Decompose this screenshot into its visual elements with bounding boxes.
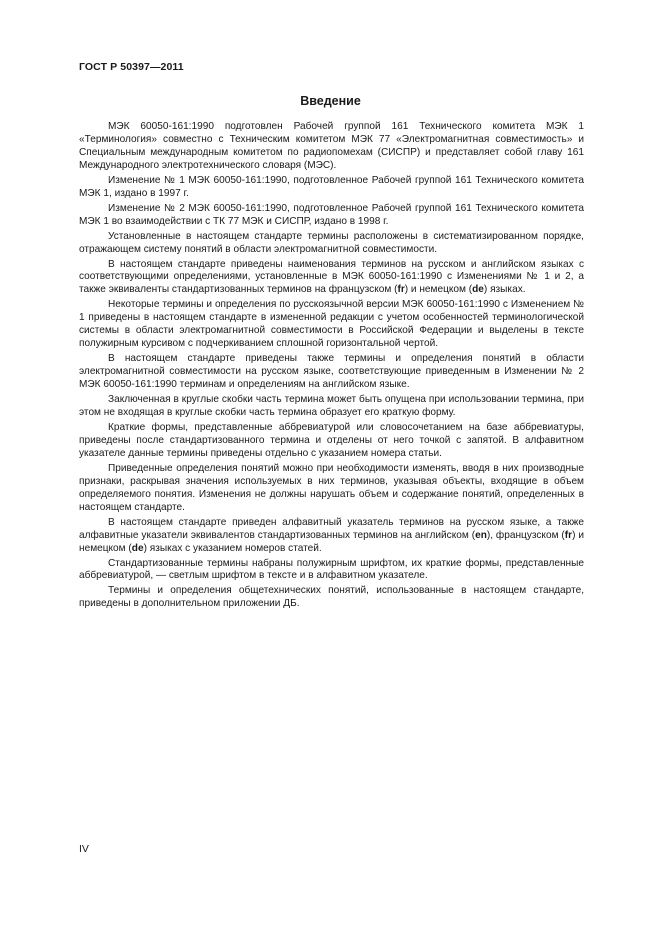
paragraph-text: ), французском ( (486, 529, 565, 541)
paragraph: Заключенная в круглые скобки часть термина может быть опущена при использовании термина, при этом не входящая в круглые скобки часть термина образует его краткую форму. (79, 394, 584, 419)
paragraph: МЭК 60050-161:1990 подготовлен Рабочей группой 161 Технического комитета МЭК 1 «Терминология» совместно с Техническим комитетом МЭК 77 «Электромагнитная совместимость» и Специальным международным комитетом по радиопомехам (СИСПР) и представляет собой главу 161 Международного электротехнического словаря (МЭС). (79, 121, 584, 171)
paragraph: Приведенные определения понятий можно при необходимости изменять, вводя в них производные признаки, раскрывая значения используемых в них терминов, указывая объекты, входящие в объем определяемого понятия. Изменения не должны нарушать объем и содержание понятий, определенных в настоящем стандарте. (79, 462, 584, 513)
language-code: fr (397, 284, 405, 296)
paragraph-text: ) и немецком ( (79, 529, 585, 554)
paragraph: Установленные в настоящем стандарте термины расположены в систематизированном порядке, отражающем систему понятий в области электромагнитной совместимости. (79, 230, 584, 255)
paragraph-text: В настоящем стандарте приведены наименования терминов на русском и английском языках с соответствующими определениями, установленные в МЭК 60050-161:1990 с Изменениями № 1 и 2, а также эквиваленты стандартизованных терминов на французском ( (79, 258, 584, 296)
paragraph: Изменение № 1 МЭК 60050-161:1990, подготовленное Рабочей группой 161 Технического комитета МЭК 1, издано в 1997 г. (79, 174, 584, 199)
language-code: de (131, 542, 144, 554)
paragraph: Изменение № 2 МЭК 60050-161:1990, подготовленное Рабочей группой 161 Технического комитета МЭК 1 во взаимодействии с ТК 77 МЭК и СИСПР, издано в 1998 г. (79, 202, 584, 227)
paragraph (79, 259, 584, 298)
page-number: IV (79, 843, 89, 855)
paragraph-text: ) языках. (483, 284, 526, 296)
paragraph (79, 517, 584, 556)
paragraph-text: В настоящем стандарте приведен алфавитный указатель терминов на русском языке, а также алфавитные указатели эквивалентов стандартизованных терминов на английском ( (79, 516, 584, 541)
introduction-body (79, 121, 584, 613)
section-title: Введение (300, 94, 361, 108)
language-code: de (472, 284, 484, 296)
paragraph-text: ) языках с указанием номеров статей. (143, 542, 322, 554)
paragraph: Термины и определения общетехнических понятий, использованные в настоящем стандарте, приведены в дополнительном приложении ДБ. (79, 585, 584, 610)
document-header: ГОСТ Р 50397—2011 (79, 61, 184, 73)
paragraph: В настоящем стандарте приведены также термины и определения понятий в области электромагнитной совместимости на русском языке, соответствующие приведенным в Изменении № 2 МЭК 60050-161:1990 терминам и определениям на английском языке. (79, 353, 584, 391)
language-code: fr (564, 529, 573, 541)
paragraph: Краткие формы, представленные аббревиатурой или словосочетанием на базе аббревиатуры, приведены после стандартизованного термина и отделены от него точкой с запятой. В алфавитном указателе данные термины приведены отдельно с указанием номера статьи. (79, 421, 584, 459)
paragraph-text: ) и немецком ( (404, 284, 473, 296)
paragraph: Стандартизованные термины набраны полужирным шрифтом, их краткие формы, представленные аббревиатурой, — светлым шрифтом в тексте и в алфавитном указателе. (79, 557, 584, 582)
paragraph: Некоторые термины и определения по русскоязычной версии МЭК 60050-161:1990 с Изменением № 1 приведены в настоящем стандарте в измененной редакции с учетом особенностей терминологической системы в области электромагнитной совместимости в Российской Федерации и выделены в тексте полужирным курсивом с подчеркиванием сплошной горизонтальной чертой. (79, 299, 584, 350)
language-code: en (475, 529, 487, 541)
